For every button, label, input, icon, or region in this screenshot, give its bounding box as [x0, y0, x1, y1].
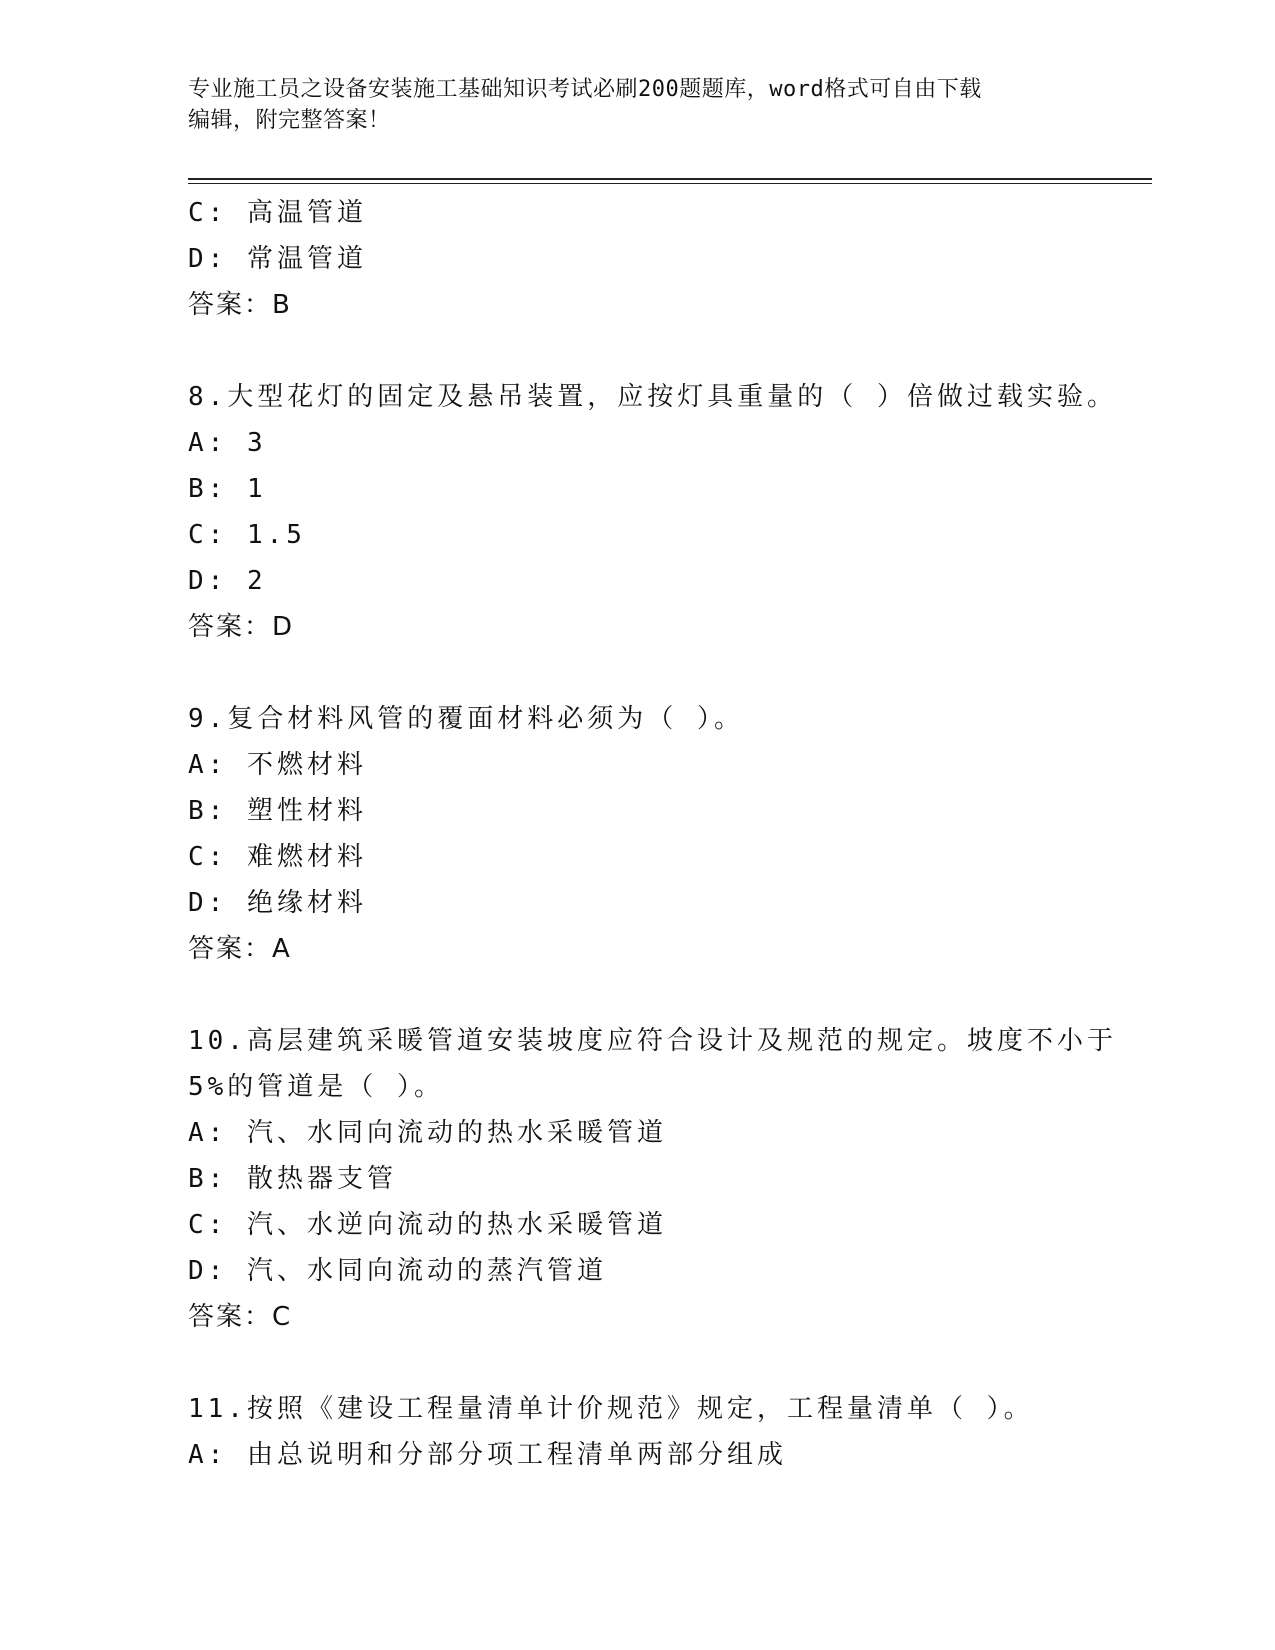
answer-line: 答案：C	[188, 1302, 293, 1332]
answer-line: 答案：A	[188, 934, 292, 964]
question-block-9	[188, 696, 1088, 972]
option-a: A: 由总说明和分部分项工程清单两部分组成	[188, 1440, 787, 1470]
question-block-8	[188, 374, 1117, 650]
question-block-7	[188, 190, 1088, 328]
question-block-11	[188, 1386, 1088, 1478]
option-c: C: 难燃材料	[188, 842, 367, 872]
question-block-10	[188, 1018, 1117, 1340]
answer-line: 答案：D	[188, 612, 295, 642]
option-d: D: 2	[188, 566, 267, 596]
option-d: D: 常温管道	[188, 244, 367, 274]
option-d: D: 绝缘材料	[188, 888, 367, 918]
option-b: B: 1	[188, 474, 267, 504]
question-text-line2: 5%的管道是（ ）。	[188, 1072, 444, 1102]
question-list	[188, 190, 1117, 1478]
option-a: A: 不燃材料	[188, 750, 367, 780]
option-d: D: 汽、水同向流动的蒸汽管道	[188, 1256, 607, 1286]
question-text: 8.大型花灯的固定及悬吊装置，应按灯具重量的（ ）倍做过载实验。	[188, 382, 1117, 412]
option-b: B: 塑性材料	[188, 796, 367, 826]
question-text: 9.复合材料风管的覆面材料必须为（ ）。	[188, 704, 744, 734]
header-divider	[188, 178, 1152, 184]
question-text: 11.按照《建设工程量清单计价规范》规定，工程量清单（ ）。	[188, 1394, 1034, 1424]
header-title-line1: 专业施工员之设备安装施工基础知识考试必刷200题题库，word格式可自由下载	[188, 77, 982, 102]
page-header	[188, 74, 1068, 136]
header-title-line2: 编辑，附完整答案！	[188, 108, 391, 133]
answer-line: 答案：B	[188, 290, 292, 320]
option-c: C: 高温管道	[188, 198, 367, 228]
option-c: C: 1.5	[188, 520, 306, 550]
option-a: A: 汽、水同向流动的热水采暖管道	[188, 1118, 667, 1148]
question-text-line1: 10.高层建筑采暖管道安装坡度应符合设计及规范的规定。坡度不小于	[188, 1026, 1117, 1056]
option-a: A: 3	[188, 428, 267, 458]
option-b: B: 散热器支管	[188, 1164, 397, 1194]
option-c: C: 汽、水逆向流动的热水采暖管道	[188, 1210, 667, 1240]
